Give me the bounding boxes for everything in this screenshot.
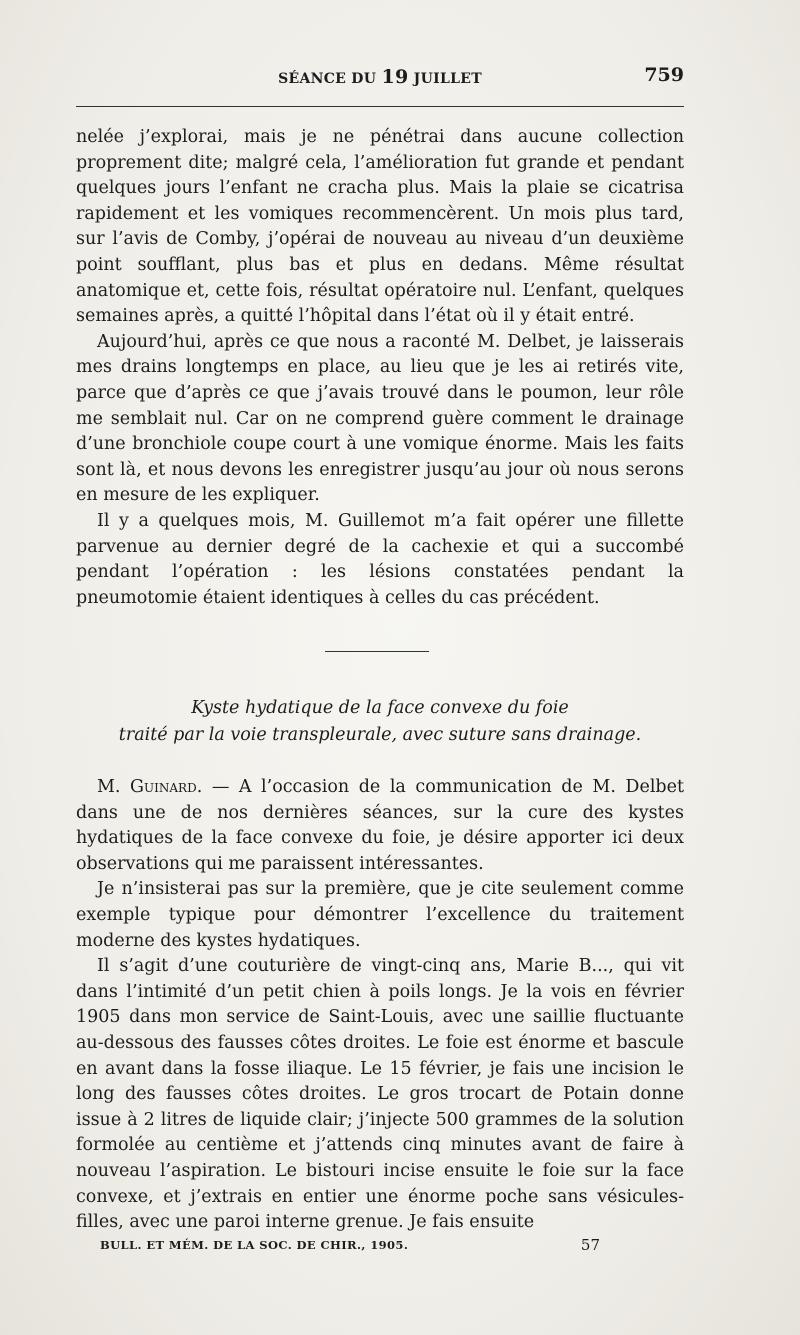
page-number: 759	[644, 64, 684, 86]
running-title	[76, 66, 684, 88]
section-title	[76, 695, 684, 749]
paragraph: Je n’insisterai pas sur la première, que je cite seulement comme exemple typique pour démontrer l’excellence du traitement moderne des kystes hydatiques.	[76, 879, 684, 951]
running-title-prefix: SÉANCE DU	[278, 71, 382, 87]
paragraph: Aujourd’hui, après ce que nous a raconté M. Delbet, je laisserais mes drains longtemps en place, au lieu que je les ai retirés vite, parce que d’après ce que j’avais trouvé dans le poumon, leur rôle me semblait nul. Car on ne comprend guère comment le drainage d’une bronchiole coupe court à une vomique énorme. Mais les faits sont là, et nous devons les enregistrer jusqu’au jour où nous serons en mesure de les expliquer.	[76, 331, 684, 506]
section-divider	[325, 651, 429, 652]
journal-reference: BULL. ET MÉM. DE LA SOC. DE CHIR., 1905.	[100, 1238, 409, 1252]
paragraph: Il y a quelques mois, M. Guillemot m’a fait opérer une fillette parvenue au dernier degré de la cachexie et qui a succombé pendant l’opération : les lésions constatées pendant la pneumotomie étaient identiques à celles du cas précédent.	[76, 510, 684, 608]
paragraph	[76, 775, 684, 877]
paragraph: Il s’agit d’une couturière de vingt-cinq ans, Marie B..., qui vit dans l’intimité d’un petit chien à poils longs. Je la vois en février 1905 dans mon service de Saint-Louis, avec une saillie fluctuante au-dessous des fausses côtes droites. Le foie est énorme et bascule en avant dans la fosse iliaque. Le 15 février, je fais une incision le long des fausses côtes droites. Le gros trocart de Potain donne issue à 2 litres de liquide clair; j’injecte 500 grammes de la solution formolée au centième et j’attends cinq minutes avant de faire à nouveau l’aspiration. Le bistouri incise ensuite le foie sur la face convexe, et j’extrais en entier une énorme poche sans vésicules-filles, avec une paroi interne grenue. Je fais ensuite	[76, 956, 684, 1233]
body-text-part-1	[76, 125, 684, 611]
speaker-name: Guinard.	[130, 777, 203, 797]
header-rule	[76, 106, 684, 107]
paragraph-text: — A l’occasion de la communication de M. Delbet dans une de nos dernières séances, sur la cure des kystes hydatiques de la face convexe du foie, je désire apporter ici deux observations qui me paraissent intéressantes.	[76, 777, 685, 874]
speaker-prefix: M.	[97, 777, 131, 797]
section-title-line-1: Kyste hydatique de la face convexe du foie	[191, 698, 569, 718]
signature-mark: 57	[580, 1236, 600, 1254]
body-text-part-2	[76, 775, 684, 1236]
paragraph: nelée j’explorai, mais je ne pénétrai dans aucune collection proprement dite; malgré cela, l’amélioration fut grande et pendant quelques jours l’enfant ne cracha plus. Mais la plaie se cicatrisa rapidement et les vomiques recommencèrent. Un mois plus tard, sur l’avis de Comby, j’opérai de nouveau au niveau d’un deuxième point soufflant, plus bas et plus en dedans. Même résultat anatomique et, cette fois, résultat opératoire nul. L’enfant, quelques semaines après, a quitté l’hôpital dans l’état où il y était entré.	[76, 127, 684, 327]
running-head	[76, 62, 684, 92]
running-title-day: 19	[381, 66, 409, 88]
page-footer	[100, 1238, 600, 1262]
running-title-suffix: JUILLET	[408, 71, 482, 87]
section-title-line-2: traité par la voie transpleurale, avec suture sans drainage.	[118, 725, 642, 745]
